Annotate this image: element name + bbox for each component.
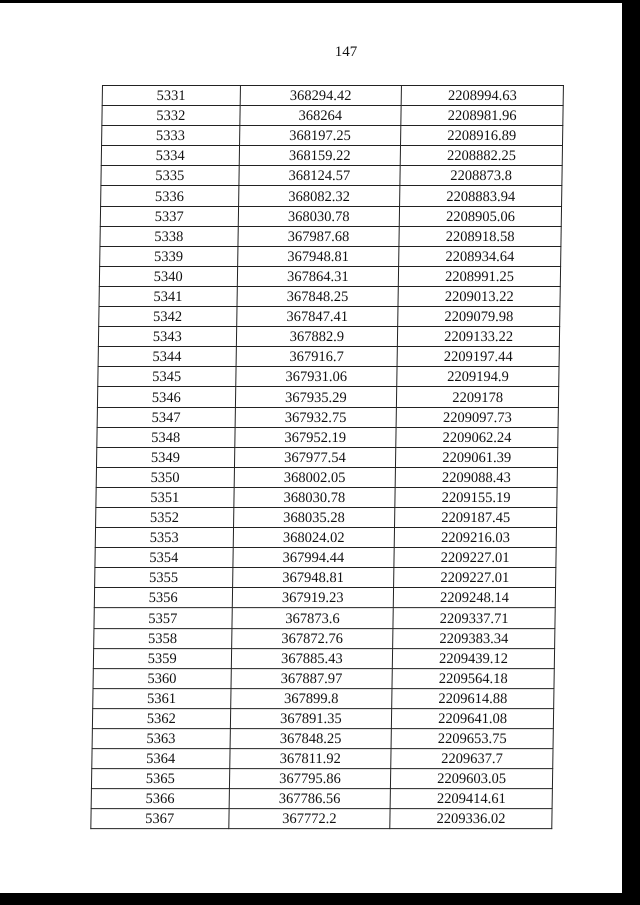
point-number-cell: 5342 <box>99 307 237 327</box>
point-number-cell: 5367 <box>91 809 229 829</box>
x-coordinate-cell: 367899.8 <box>230 688 392 708</box>
table-row <box>101 146 562 166</box>
point-number-cell: 5336 <box>101 186 239 206</box>
scan-edge-right <box>622 0 640 905</box>
point-number-cell: 5359 <box>93 648 231 668</box>
x-coordinate-cell: 368197.25 <box>239 126 401 146</box>
table-row <box>100 226 561 246</box>
point-number-cell: 5346 <box>97 387 235 407</box>
x-coordinate-cell: 368124.57 <box>238 166 400 186</box>
scan-edge-bottom <box>0 893 640 905</box>
x-coordinate-cell: 367848.25 <box>237 286 399 306</box>
y-coordinate-cell: 2209227.01 <box>394 548 556 568</box>
y-coordinate-cell: 2209564.18 <box>392 668 554 688</box>
x-coordinate-cell: 367994.44 <box>232 548 394 568</box>
table-row <box>95 568 556 588</box>
point-number-cell: 5363 <box>92 729 230 749</box>
table-row <box>100 206 561 226</box>
y-coordinate-cell: 2209337.71 <box>393 608 555 628</box>
y-coordinate-cell: 2209061.39 <box>396 447 558 467</box>
table-row <box>99 286 560 306</box>
point-number-cell: 5344 <box>98 347 236 367</box>
table-row <box>99 307 560 327</box>
x-coordinate-cell: 367987.68 <box>237 226 399 246</box>
y-coordinate-cell: 2209336.02 <box>390 809 552 829</box>
table-row <box>95 528 556 548</box>
point-number-cell: 5348 <box>97 427 235 447</box>
table-row <box>101 166 562 186</box>
point-number-cell: 5360 <box>93 668 231 688</box>
y-coordinate-cell: 2208991.25 <box>399 266 561 286</box>
x-coordinate-cell: 367795.86 <box>229 769 391 789</box>
table-row <box>96 447 557 467</box>
x-coordinate-cell: 367935.29 <box>235 387 397 407</box>
x-coordinate-cell: 368030.78 <box>238 206 400 226</box>
y-coordinate-cell: 2209614.88 <box>392 688 554 708</box>
coordinates-table <box>90 85 564 830</box>
y-coordinate-cell: 2209013.22 <box>398 286 560 306</box>
x-coordinate-cell: 367772.2 <box>228 809 390 829</box>
x-coordinate-cell: 367786.56 <box>229 789 391 809</box>
point-number-cell: 5354 <box>95 548 233 568</box>
point-number-cell: 5351 <box>96 487 234 507</box>
table-row <box>96 467 557 487</box>
point-number-cell: 5332 <box>102 106 240 126</box>
y-coordinate-cell: 2208882.25 <box>400 146 562 166</box>
table-row <box>91 789 552 809</box>
table-row <box>97 407 558 427</box>
page-number: 147 <box>334 44 358 60</box>
table-row <box>96 508 557 528</box>
point-number-cell: 5352 <box>96 508 234 528</box>
x-coordinate-cell: 367931.06 <box>235 367 397 387</box>
y-coordinate-cell: 2209383.34 <box>393 628 555 648</box>
x-coordinate-cell: 367887.97 <box>231 668 393 688</box>
table-row <box>99 266 560 286</box>
point-number-cell: 5353 <box>95 528 233 548</box>
point-number-cell: 5340 <box>99 266 237 286</box>
y-coordinate-cell: 2208981.96 <box>401 106 563 126</box>
y-coordinate-cell: 2209197.44 <box>397 347 559 367</box>
y-coordinate-cell: 2208916.89 <box>401 126 563 146</box>
x-coordinate-cell: 367847.41 <box>236 307 398 327</box>
x-coordinate-cell: 368294.42 <box>240 86 402 106</box>
table-row <box>94 588 555 608</box>
point-number-cell: 5343 <box>98 327 236 347</box>
y-coordinate-cell: 2208873.8 <box>400 166 562 186</box>
y-coordinate-cell: 2209248.14 <box>393 588 555 608</box>
x-coordinate-cell: 368082.32 <box>238 186 400 206</box>
point-number-cell: 5366 <box>91 789 229 809</box>
table-row <box>101 186 562 206</box>
y-coordinate-cell: 2208934.64 <box>399 246 561 266</box>
x-coordinate-cell: 368002.05 <box>234 467 396 487</box>
y-coordinate-cell: 2209097.73 <box>396 407 558 427</box>
y-coordinate-cell: 2208883.94 <box>400 186 562 206</box>
table-row <box>94 628 555 648</box>
table-row <box>93 648 554 668</box>
point-number-cell: 5362 <box>92 708 230 728</box>
table-row <box>92 729 553 749</box>
y-coordinate-cell: 2209088.43 <box>395 467 557 487</box>
y-coordinate-cell: 2208994.63 <box>401 86 563 106</box>
table-row <box>98 347 559 367</box>
table-row <box>102 126 563 146</box>
y-coordinate-cell: 2209062.24 <box>396 427 558 447</box>
table-row <box>98 367 559 387</box>
point-number-cell: 5361 <box>93 688 231 708</box>
y-coordinate-cell: 2209178 <box>397 387 559 407</box>
x-coordinate-cell: 367873.6 <box>232 608 394 628</box>
x-coordinate-cell: 368030.78 <box>233 487 395 507</box>
table-row <box>94 608 555 628</box>
x-coordinate-cell: 367919.23 <box>232 588 394 608</box>
x-coordinate-cell: 368159.22 <box>239 146 401 166</box>
table-row <box>97 427 558 447</box>
table-row <box>102 106 563 126</box>
y-coordinate-cell: 2209155.19 <box>395 487 557 507</box>
y-coordinate-cell: 2209194.9 <box>397 367 559 387</box>
table-row <box>91 809 552 829</box>
point-number-cell: 5350 <box>96 467 234 487</box>
x-coordinate-cell: 367882.9 <box>236 327 398 347</box>
table-row <box>98 327 559 347</box>
x-coordinate-cell: 367948.81 <box>237 246 399 266</box>
y-coordinate-cell: 2209227.01 <box>394 568 556 588</box>
table-row <box>92 708 553 728</box>
y-coordinate-cell: 2209641.08 <box>392 708 554 728</box>
y-coordinate-cell: 2209637.7 <box>391 749 553 769</box>
point-number-cell: 5345 <box>98 367 236 387</box>
table-row <box>91 769 552 789</box>
y-coordinate-cell: 2209187.45 <box>395 508 557 528</box>
y-coordinate-cell: 2209133.22 <box>398 327 560 347</box>
table-row <box>93 688 554 708</box>
y-coordinate-cell: 2208918.58 <box>399 226 561 246</box>
point-number-cell: 5334 <box>101 146 239 166</box>
point-number-cell: 5335 <box>101 166 239 186</box>
y-coordinate-cell: 2209603.05 <box>391 769 553 789</box>
point-number-cell: 5364 <box>92 749 230 769</box>
point-number-cell: 5338 <box>100 226 238 246</box>
point-number-cell: 5339 <box>100 246 238 266</box>
y-coordinate-cell: 2209414.61 <box>390 789 552 809</box>
y-coordinate-cell: 2209216.03 <box>394 528 556 548</box>
table-row <box>96 487 557 507</box>
table-row <box>102 86 563 106</box>
x-coordinate-cell: 368264 <box>239 106 401 126</box>
x-coordinate-cell: 367885.43 <box>231 648 393 668</box>
point-number-cell: 5337 <box>100 206 238 226</box>
table-row <box>100 246 561 266</box>
x-coordinate-cell: 367977.54 <box>234 447 396 467</box>
point-number-cell: 5365 <box>91 769 229 789</box>
point-number-cell: 5355 <box>95 568 233 588</box>
x-coordinate-cell: 367932.75 <box>235 407 397 427</box>
x-coordinate-cell: 367891.35 <box>230 708 392 728</box>
table-row <box>95 548 556 568</box>
table-body <box>91 86 564 830</box>
table-row <box>92 749 553 769</box>
table-row <box>97 387 558 407</box>
x-coordinate-cell: 367948.81 <box>232 568 394 588</box>
y-coordinate-cell: 2209079.98 <box>398 307 560 327</box>
point-number-cell: 5331 <box>102 86 240 106</box>
x-coordinate-cell: 368035.28 <box>233 508 395 528</box>
point-number-cell: 5347 <box>97 407 235 427</box>
x-coordinate-cell: 367916.7 <box>236 347 398 367</box>
table-row <box>93 668 554 688</box>
x-coordinate-cell: 367864.31 <box>237 266 399 286</box>
point-number-cell: 5356 <box>94 588 232 608</box>
x-coordinate-cell: 367848.25 <box>230 729 392 749</box>
point-number-cell: 5357 <box>94 608 232 628</box>
point-number-cell: 5333 <box>102 126 240 146</box>
x-coordinate-cell: 367952.19 <box>234 427 396 447</box>
x-coordinate-cell: 367811.92 <box>229 749 391 769</box>
x-coordinate-cell: 367872.76 <box>231 628 393 648</box>
coordinates-table-wrapper <box>90 85 572 830</box>
y-coordinate-cell: 2209439.12 <box>393 648 555 668</box>
point-number-cell: 5358 <box>94 628 232 648</box>
point-number-cell: 5341 <box>99 286 237 306</box>
scan-edge-top <box>0 0 640 3</box>
x-coordinate-cell: 368024.02 <box>233 528 395 548</box>
y-coordinate-cell: 2209653.75 <box>391 729 553 749</box>
point-number-cell: 5349 <box>96 447 234 467</box>
y-coordinate-cell: 2208905.06 <box>399 206 561 226</box>
